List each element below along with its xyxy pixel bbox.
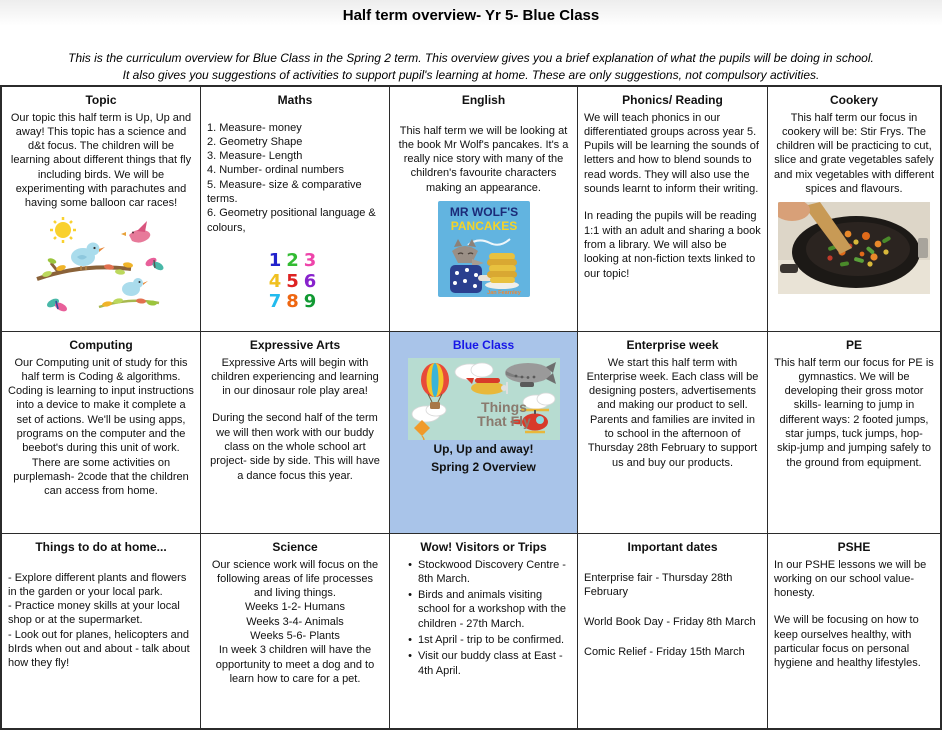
pancake-stack-icon <box>485 253 519 289</box>
blue-class-line2: Spring 2 Overview <box>431 459 536 474</box>
trip-item: • Stockwood Discovery Centre - 8th March. <box>402 558 571 587</box>
science-line: Weeks 5-6- Plants <box>250 630 340 643</box>
digit: 6 <box>303 270 322 292</box>
maths-item: 6. Geometry positional language & colours, <box>207 207 376 234</box>
science-title: Science <box>272 540 318 554</box>
digit: 9 <box>303 291 322 313</box>
bullet-icon: • <box>408 558 412 571</box>
science-line: Our science work will focus on the following areas of life processes and living things. <box>211 558 379 600</box>
cell-phonics <box>578 87 768 332</box>
stir-fry-photo <box>774 202 934 294</box>
blue-bird-small-icon <box>122 278 148 296</box>
butterfly-small-icon <box>46 296 69 312</box>
cell-computing <box>2 332 201 534</box>
cookery-title: Cookery <box>829 93 879 107</box>
things-that-fly-illustration <box>396 358 571 440</box>
wow-title: Wow! Visitors or Trips <box>420 540 547 554</box>
computing-title: Computing <box>69 338 133 352</box>
cookery-body: This half term our focus in cookery will be: Stir Frys. The children will be practicing to cut, slice and grate vegetables safely and mix vegetables with different spices and flavours. <box>774 111 934 196</box>
cell-cookery <box>768 87 940 332</box>
english-body: This half term we will be looking at the book Mr Wolf's pancakes. It's a really nice story with many of the children's favourite characters making an appearance. <box>398 124 569 194</box>
cell-pe <box>768 332 940 534</box>
digit: 4 <box>268 270 287 292</box>
sprig-icon <box>99 297 159 307</box>
blue-class-title: Blue Class <box>452 338 515 352</box>
topic-body: Our topic this half term is Up, Up and away! This topic has a science and d&t focus. The children will be learning about different things that fly including birds. We will be experimenting with parachutes and having some balloon car races! <box>10 111 192 210</box>
cell-english <box>390 87 578 332</box>
pe-title: PE <box>845 338 862 352</box>
things-that-fly-image <box>408 358 560 440</box>
digit: 7 <box>268 291 287 313</box>
overview-table <box>0 85 942 730</box>
pshe-paragraph-2: We will be focusing on how to keep ourselves healthy, with particular focus on personal hygiene and healthy lifestyles. <box>774 614 921 670</box>
document-header <box>0 0 942 85</box>
phonics-title: Phonics/ Reading <box>622 93 723 107</box>
bullet-icon: • <box>408 650 412 663</box>
colorful-numbers-image <box>207 251 383 313</box>
maths-item: 3. Measure- Length <box>207 150 303 163</box>
cell-important-dates <box>578 534 768 728</box>
cell-things-at-home <box>2 534 201 728</box>
phonics-paragraph-1: We will teach phonics in our differentiated groups across year 5. Pupils will be learning the sounds of letters and how to blend sounds to read words. They will also use the sounds learnt to inform their writing. <box>584 111 759 196</box>
home-list <box>8 571 194 671</box>
science-line: In week 3 children will have the opportunity to meet a dog and to learn how to care for a pet. <box>215 644 375 685</box>
things-text-line1: Things <box>480 398 527 415</box>
cell-maths <box>201 87 390 332</box>
cell-expressive-arts <box>201 332 390 534</box>
topic-title: Topic <box>85 93 117 107</box>
expressive-arts-title: Expressive Arts <box>249 338 341 352</box>
maths-item: 4. Number- ordinal numbers <box>207 164 344 177</box>
book-author: Jan Fearnley <box>486 290 521 297</box>
blue-class-line1: Up, Up and away! <box>433 441 534 456</box>
dates-title: Important dates <box>627 540 718 554</box>
home-item: - Explore different plants and flowers in the garden or your local park. <box>8 571 187 598</box>
cell-wow-trips <box>390 534 578 728</box>
cell-science <box>201 534 390 728</box>
expressive-paragraph-1: Expressive Arts will begin with children experiencing and learning in our dinosaur role play area! <box>211 356 379 398</box>
home-item: - Look out for planes, helicopters and bIrds when out and about - talk about how they fly! <box>8 628 190 670</box>
trip-item: • 1st April - trip to be confirmed. <box>402 633 571 647</box>
cell-enterprise <box>578 332 768 534</box>
maths-title: Maths <box>277 93 313 107</box>
intro-line-2: It also gives you suggestions of activities to support pupil's learning at home. These are only suggestions, not compulsory activities. <box>122 68 820 83</box>
sun-icon <box>50 217 76 243</box>
maths-item: 2. Geometry Shape <box>207 135 303 148</box>
pink-bird-icon <box>121 221 150 243</box>
book-title-line1: MR WOLF'S <box>449 205 518 220</box>
digit: 2 <box>286 249 304 271</box>
cell-pshe <box>768 534 940 728</box>
phonics-paragraph-2: In reading the pupils will be reading 1:1 with an adult and sharing a book from a library. We will also be looking at non-fiction texts linked to our topic! <box>584 210 761 280</box>
pe-body: This half term our focus for PE is gymnastics. We will be developing their gross motor skills- learning to jump in different ways: 2 footed jumps, star jumps, tuck jumps, hop-skip-jump and jumping safely to the ground from equipment. <box>774 356 934 469</box>
intro-text <box>0 50 942 85</box>
digit: 8 <box>286 291 304 313</box>
stir-fry-image <box>778 202 930 294</box>
maths-list <box>207 121 383 235</box>
date-item: Enterprise fair - Thursday 28th February <box>584 571 733 598</box>
date-item: Comic Relief - Friday 15th March <box>584 646 745 659</box>
bullet-icon: • <box>408 634 412 647</box>
maths-item: 1. Measure- money <box>207 121 302 134</box>
things-text-line2: That Fly <box>476 412 531 429</box>
digit: 5 <box>286 270 304 292</box>
enterprise-title: Enterprise week <box>626 338 719 352</box>
intro-line-1: This is the curriculum overview for Blue Class in the Spring 2 term. This overview gives you a brief explanation of what the pupils will be doing in school. <box>68 51 874 65</box>
trip-item: • Visit our buddy class at East - 4th April. <box>402 649 571 678</box>
trip-item: • Birds and animals visiting school for a workshop with the children - 27th March. <box>402 588 571 631</box>
computing-body: Our Computing unit of study for this half term is Coding & algorithms. Coding is learning to input instructions into a device to make it complete a set of actions. We'll be using apps, programs on the computer and the beebot's during this unit of work. There are some activities on purplemash- 2code that the children can access from home. <box>8 356 194 498</box>
home-item: - Practice money skills at your local shop or at the supermarket. <box>8 600 180 627</box>
expressive-paragraph-2: During the second half of the term we will then work with our buddy class on the whole school art project- side by side. This will have a dance focus this year. <box>210 412 380 482</box>
pshe-title: PSHE <box>837 540 871 554</box>
science-line: Weeks 3-4- Animals <box>246 615 344 628</box>
english-title: English <box>461 93 506 107</box>
cell-topic <box>2 87 201 332</box>
cell-blue-class <box>390 332 578 534</box>
home-title: Things to do at home... <box>35 540 167 554</box>
mr-wolfs-pancakes-book-image <box>438 201 530 297</box>
butterfly-icon <box>144 256 165 272</box>
digit: 1 <box>268 249 287 271</box>
book-cover <box>396 201 571 297</box>
bullet-icon: • <box>408 589 412 602</box>
science-line: Weeks 1-2- Humans <box>244 601 346 614</box>
enterprise-body: We start this half term with Enterprise week. Each class will be designing posters, advertisements and making our product to sell. Parents and families are invited in to school in the afternoon of Thursday 28th February to support us and buy our products. <box>586 356 759 469</box>
digit: 3 <box>303 249 322 271</box>
birds-illustration <box>8 217 194 315</box>
pshe-paragraph-1: In our PSHE lessons we will be working on our school value- honesty. <box>774 558 927 600</box>
page-title: Half term overview- Yr 5- Blue Class <box>342 7 600 24</box>
birds-branch-image <box>25 217 177 315</box>
date-item: World Book Day - Friday 8th March <box>584 616 756 629</box>
book-title-line2: PANCAKES <box>450 219 517 234</box>
maths-item: 5. Measure- size & comparative terms. <box>207 178 362 206</box>
